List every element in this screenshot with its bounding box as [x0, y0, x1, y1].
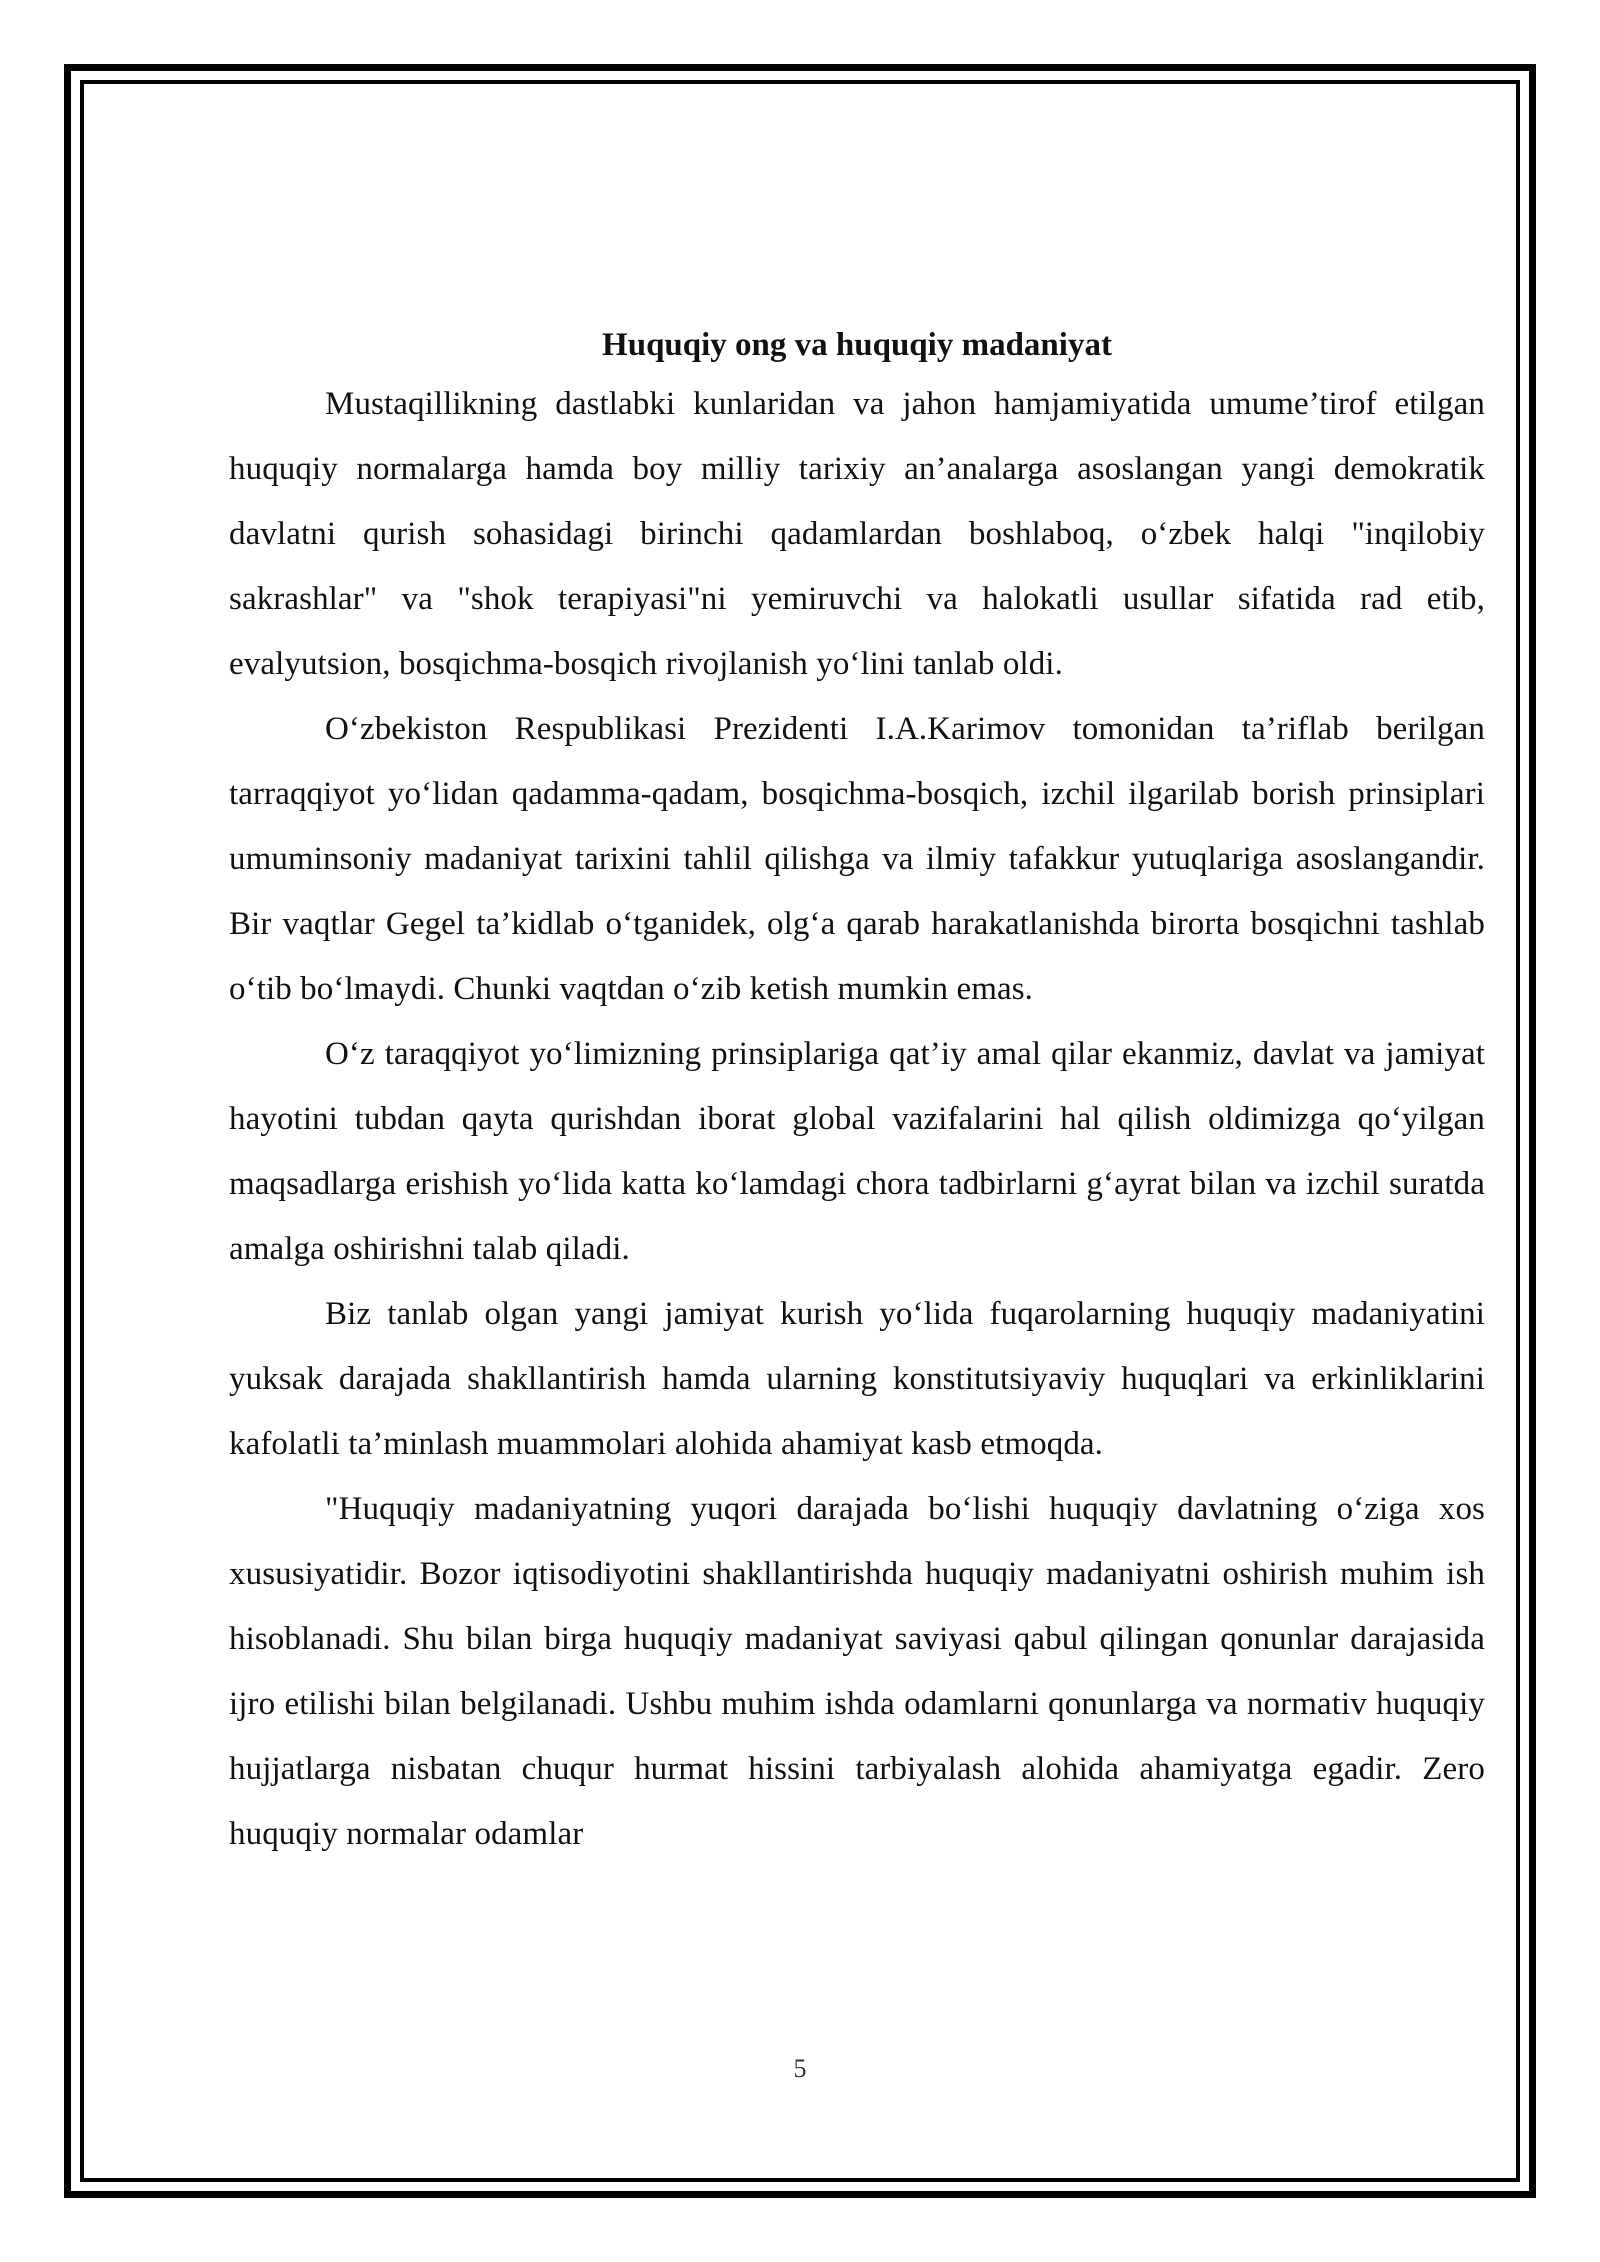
- paragraph-5: "Huquqiy madaniyatning yuqori darajada bo‘lishi huquqiy davlatning o‘ziga xos xususiyatidir. Bozor iqtisodiyotini shakllantirishda huquqiy madaniyatni oshirish muhim ish hisoblanadi. Shu bilan birga huquqiy madaniyat saviyasi qabul qilingan qonunlar darajasida ijro etilishi bilan belgilanadi. Ushbu muhim ishda odamlarni qonunlarga va normativ huquqiy hujjatlarga nisbatan chuqur hurmat hissini tarbiyalash alohida ahamiyatga egadir. Zero huquqiy normalar odamlar: [229, 1491, 1485, 1852]
- page-number: 5: [793, 2054, 807, 2083]
- paragraph-1: Mustaqillikning dastlabki kunlaridan va jahon hamjamiyatida umume’tirof etilgan huquqiy normalarga hamda boy milliy tarixiy an’analarga asoslangan yangi demokratik davlatni qurish sohasidagi birinchi qadamlardan boshlaboq, o‘zbek halqi "inqilobiy sakrashlar" va "shok terapiyasi"ni yemiruvchi va halokatli usullar sifatida rad etib, evalyutsion, bosqichma-bosqich rivojlanish yo‘lini tanlab oldi.: [229, 386, 1485, 682]
- document-body: [229, 318, 1485, 1867]
- document-title: Huquqiy ong va huquqiy madaniyat: [602, 327, 1112, 363]
- paragraph-3: O‘z taraqqiyot yo‘limizning prinsiplariga qat’iy amal qilar ekanmiz, davlat va jamiyat hayotini tubdan qayta qurishdan iborat global vazifalarini hal qilish oldimizga qo‘yilgan maqsadlarga erishish yo‘lida katta ko‘lamdagi chora tadbirlarni g‘ayrat bilan va izchil suratda amalga oshirishni talab qiladi.: [229, 1036, 1485, 1267]
- paragraph-4: Biz tanlab olgan yangi jamiyat kurish yo‘lida fuqarolarning huquqiy madaniyatini yuksak darajada shakllantirish hamda ularning konstitutsiyaviy huquqlari va erkinliklarini kafolatli ta’minlash muammolari alohida ahamiyat kasb etmoqda.: [229, 1296, 1485, 1462]
- paragraph-2: O‘zbekiston Respublikasi Prezidenti I.A.Karimov tomonidan ta’riflab berilgan tarraqqiyot yo‘lidan qadamma-qadam, bosqichma-bosqich, izchil ilgarilab borish prinsiplari umuminsoniy madaniyat tarixini tahlil qilishga va ilmiy tafakkur yutuqlariga asoslangandir. Bir vaqtlar Gegel ta’kidlab o‘tganidek, olg‘a qarab harakatlanishda birorta bosqichni tashlab o‘tib bo‘lmaydi. Chunki vaqtdan o‘zib ketish mumkin emas.: [229, 711, 1485, 1007]
